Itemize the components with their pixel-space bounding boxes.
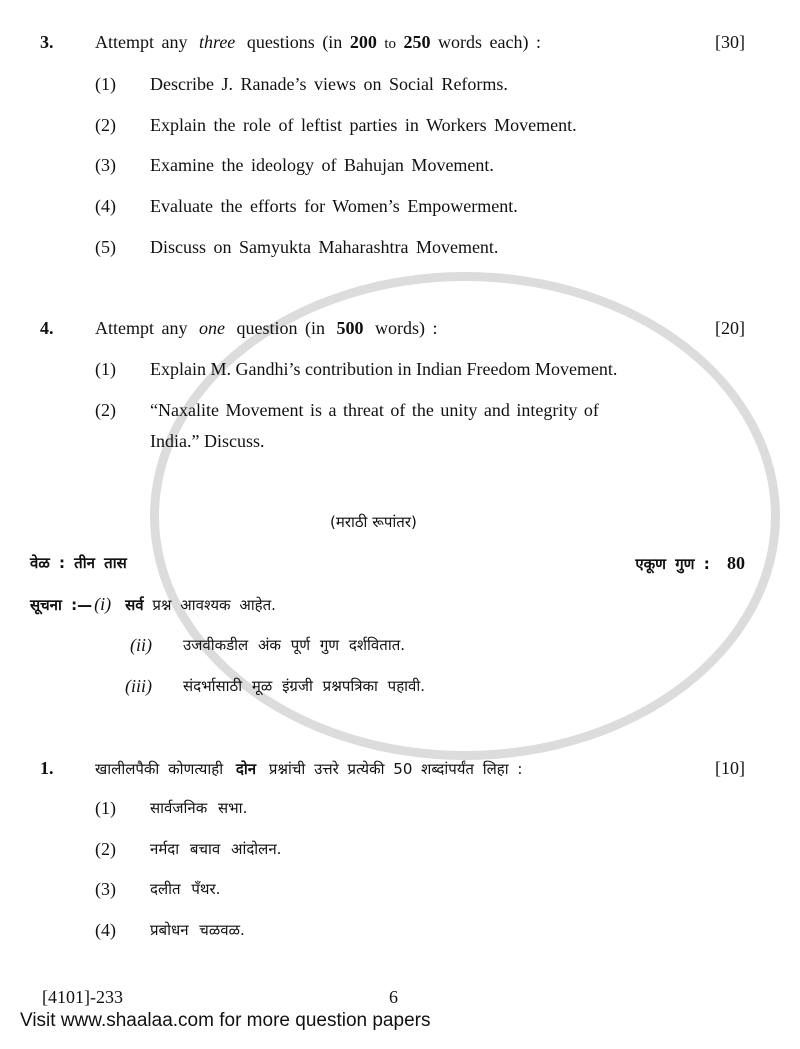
question-marks: [20] bbox=[715, 318, 745, 338]
instruction-note: सूचना :— (i) सर्व प्रश्न आवश्यक आहेत. bbox=[30, 594, 276, 614]
question-header-row bbox=[40, 32, 745, 54]
question-instruction: Attempt any one question (in 500 words) : bbox=[95, 318, 438, 338]
question-item-continued: India.” Discuss. bbox=[150, 431, 265, 451]
item-number: (5) bbox=[95, 237, 116, 257]
section-heading: (मराठी रूपांतर) bbox=[330, 513, 417, 531]
question-marks: [30] bbox=[715, 32, 745, 52]
question-header-row bbox=[40, 758, 745, 779]
question-item: Examine the ideology of Bahujan Movement. bbox=[150, 155, 494, 175]
question-number: 1. bbox=[40, 758, 54, 778]
instruction-note: संदर्भासाठी मूळ इंग्रजी प्रश्नपत्रिका पहावी. bbox=[183, 677, 426, 695]
question-item: नर्मदा बचाव आंदोलन. bbox=[150, 840, 282, 858]
question-item: प्रबोधन चळवळ. bbox=[150, 921, 245, 939]
item-number: (1) bbox=[95, 74, 116, 94]
item-number: (2) bbox=[95, 115, 116, 135]
question-item: Evaluate the efforts for Women’s Empowerment. bbox=[150, 196, 518, 216]
note-number: (ii) bbox=[130, 635, 152, 655]
item-number: (1) bbox=[95, 359, 116, 379]
question-item: सार्वजनिक सभा. bbox=[150, 799, 248, 817]
item-number: (2) bbox=[95, 839, 116, 859]
question-item: दलीत पँथर. bbox=[150, 880, 221, 898]
item-number: (4) bbox=[95, 920, 116, 940]
item-number: (3) bbox=[95, 155, 116, 175]
total-marks: एकूण गुण : 80 bbox=[635, 553, 745, 573]
instruction-note: उजवीकडील अंक पूर्ण गुण दर्शवितात. bbox=[183, 636, 406, 654]
question-item: “Naxalite Movement is a threat of the unity and integrity of bbox=[150, 400, 599, 420]
question-item: Discuss on Samyukta Maharashtra Movement. bbox=[150, 237, 499, 257]
paper-code: [4101]-233 bbox=[42, 987, 123, 1007]
question-number: 3. bbox=[40, 32, 54, 52]
question-header-row bbox=[40, 318, 745, 338]
question-marks: [10] bbox=[715, 758, 745, 778]
question-instruction: Attempt any three questions (in 200 to 250 words each) : bbox=[95, 32, 541, 52]
page-number: 6 bbox=[389, 987, 398, 1007]
item-number: (3) bbox=[95, 879, 116, 899]
question-item: Describe J. Ranade’s views on Social Reforms. bbox=[150, 74, 508, 94]
time-label: वेळ : तीन तास bbox=[30, 554, 127, 572]
item-number: (1) bbox=[95, 798, 116, 818]
question-number: 4. bbox=[40, 318, 54, 338]
footer-link[interactable]: Visit www.shaalaa.com for more question papers bbox=[20, 1010, 431, 1031]
question-instruction: खालीलपैकी कोणत्याही दोन प्रश्नांची उत्तरे प्रत्येकी 50 शब्दांपर्यंत लिहा : bbox=[95, 760, 523, 778]
question-item: Explain the role of leftist parties in Workers Movement. bbox=[150, 115, 577, 135]
question-item: Explain M. Gandhi’s contribution in Indian Freedom Movement. bbox=[150, 359, 618, 379]
item-number: (2) bbox=[95, 400, 116, 420]
note-number: (iii) bbox=[125, 676, 152, 696]
item-number: (4) bbox=[95, 196, 116, 216]
